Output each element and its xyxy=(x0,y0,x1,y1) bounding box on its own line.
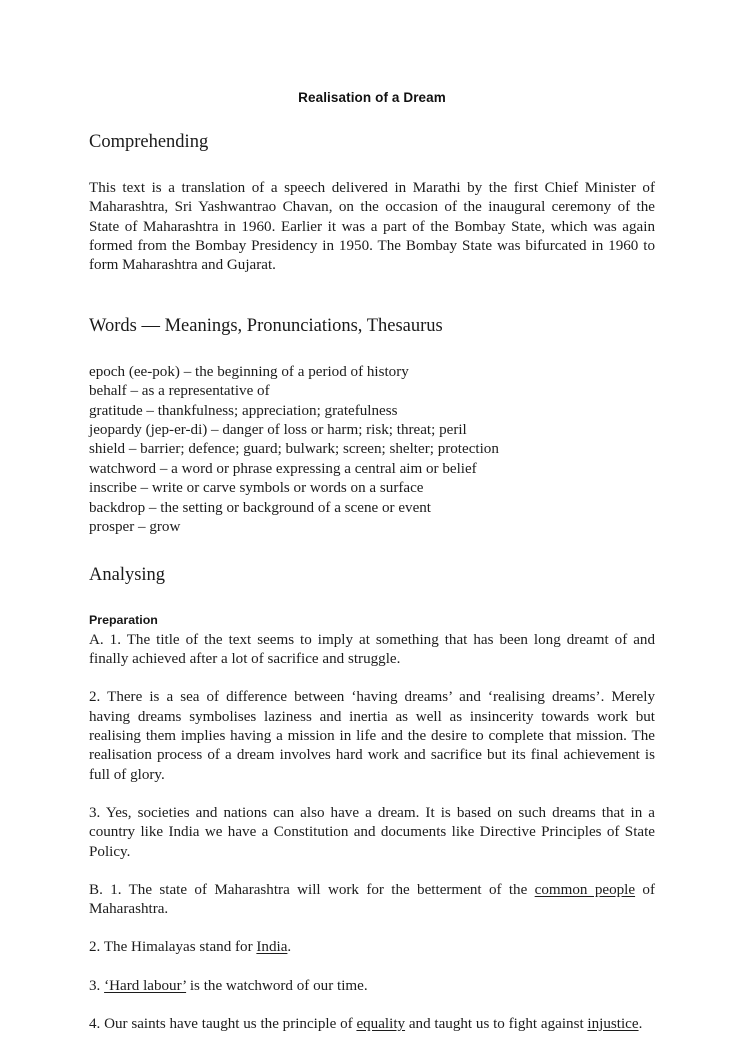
answer-b4 xyxy=(89,1015,655,1034)
answer-b2 xyxy=(89,938,655,957)
answer-b2-text-before: 2. The Himalayas stand for xyxy=(89,939,257,956)
glossary-item: jeopardy (jep-er-di) – danger of loss or harm; risk; threat; peril xyxy=(89,422,467,439)
answer-b2-text-after: . xyxy=(287,939,292,956)
glossary-item: backdrop – the setting or background of a scene or event xyxy=(89,499,432,516)
glossary-list xyxy=(89,363,655,538)
answer-b4-text-before: 4. Our saints have taught us the principle of xyxy=(89,1015,357,1032)
glossary-item: shield – barrier; defence; guard; bulwark; screen; shelter; protection xyxy=(89,441,499,458)
section-heading-comprehending: Comprehending xyxy=(89,132,209,152)
answer-b3-underlined: ‘Hard labour’ xyxy=(104,977,187,994)
answer-a3: 3. Yes, societies and nations can also have a dream. It is based on such dreams that in a country like India we have a Constitution and documents like Directive Principles of State Policy. xyxy=(89,804,655,860)
answer-b1-text-after: of Maharashtra. xyxy=(89,881,655,918)
answer-b3-text-before: 3. xyxy=(89,977,105,994)
answer-a1: A. 1. The title of the text seems to imply at something that has been long dreamt of and finally achieved after a lot of sacrifice and struggle. xyxy=(89,631,655,668)
glossary-item: gratitude – thankfulness; appreciation; gratefulness xyxy=(89,402,398,419)
answer-b1 xyxy=(89,881,655,920)
document-content xyxy=(89,90,655,1034)
document-title: Realisation of a Dream xyxy=(298,90,446,105)
glossary-item: watchword – a word or phrase expressing a central aim or belief xyxy=(89,460,477,477)
answer-b4-underlined-equality: equality xyxy=(356,1015,406,1032)
comprehending-paragraph: This text is a translation of a speech delivered in Marathi by the first Chief Minister of Maharashtra, Sri Yashwantrao Chavan, on the occasion of the inaugural ceremony of the State of Maharashtra in 1960. Earlier it was a part of the Bombay State, which was again formed from the Bombay Presidency in 1950. The Bombay State was bifurcated in 1960 to form Maharashtra and Gujarat. xyxy=(89,180,655,274)
glossary-item: epoch (ee-pok) – the beginning of a period of history xyxy=(89,363,409,380)
glossary-item: inscribe – write or carve symbols or words on a surface xyxy=(89,480,424,497)
glossary-item: prosper – grow xyxy=(89,519,181,536)
answer-b3-text-after: is the watchword of our time. xyxy=(186,977,368,994)
answer-b2-underlined: India xyxy=(256,939,288,956)
subheading-preparation: Preparation xyxy=(89,612,158,627)
glossary-item: behalf – as a representative of xyxy=(89,383,270,400)
answer-b4-underlined-injustice: injustice xyxy=(587,1015,639,1032)
answer-b4-text-after: . xyxy=(638,1015,643,1032)
section-heading-analysing: Analysing xyxy=(89,564,166,585)
answer-a2: 2. There is a sea of difference between ‘having dreams’ and ‘realising dreams’. Merely having dreams symbolises laziness and inertia as well as insincerity towards work but realising them implies having a mission in life and the desire to complete that mission. The realisation process of a dream involves hard work and sacrifice but its final achievement is full of glory. xyxy=(89,689,655,783)
answer-b3 xyxy=(89,977,655,996)
answer-b1-underlined: common people xyxy=(534,881,636,898)
answer-b1-text-before: B. 1. The state of Maharashtra will work for the betterment of the xyxy=(89,881,535,898)
answer-b4-text-middle: and taught us to fight against xyxy=(405,1015,588,1032)
spacer xyxy=(89,295,655,315)
section-heading-words: Words — Meanings, Pronunciations, Thesaurus xyxy=(89,315,443,336)
